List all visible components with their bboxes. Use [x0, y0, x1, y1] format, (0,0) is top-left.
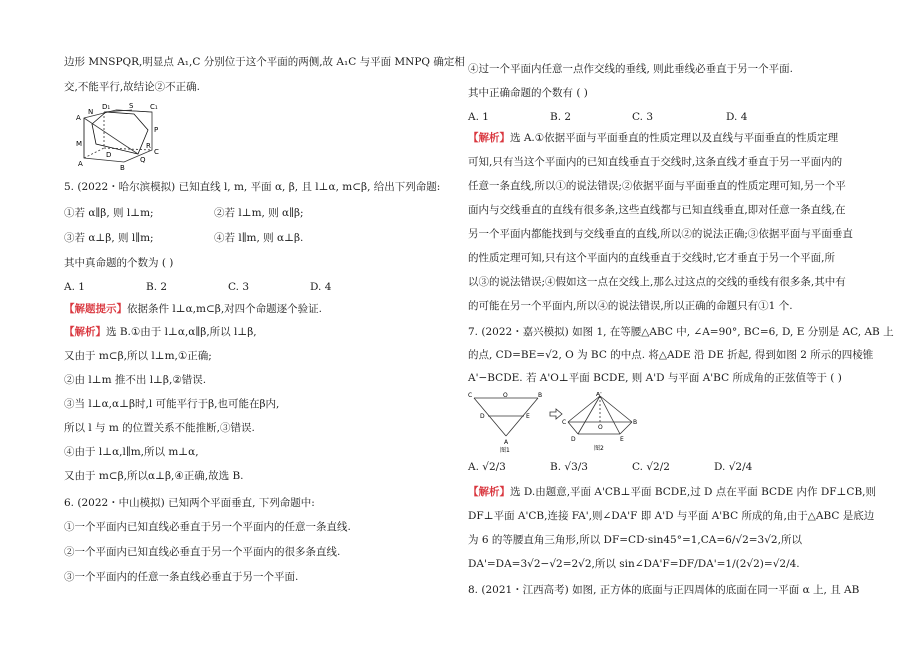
q7-stem: 7. (2022・嘉兴模拟) 如图 1, 在等腰△ABC 中, ∠A=90°, BC=6, D, E 分别是 AC, AB 上 — [468, 326, 894, 338]
q5-option: A. 1 — [64, 281, 85, 293]
q6-prop: ②一个平面内已知直线必垂直于另一个平面内的很多条直线. — [64, 546, 341, 558]
q5-hint — [64, 302, 322, 316]
q8-stem: 8. (2021・江西高考) 如图, 正方体的底面与正四周体的底面在同一平面 α 上, 且 AB — [468, 584, 860, 596]
solution-line: 所以 l 与 m 的位置关系不能推断,③错误. — [64, 422, 255, 434]
fig-caption: 图1 — [500, 447, 510, 454]
fig-label: A — [76, 114, 81, 122]
solution-line: DF⊥平面 A'CB,连接 FA',则∠DA'F 即 A'D 与平面 A'BC 所成的角,由于△ABC 是底边 — [468, 510, 875, 522]
q6-prop: ④过一个平面内任意一点作交线的垂线, 则此垂线必垂直于另一个平面. — [468, 63, 794, 75]
solution-line: 可知,只有当这个平面内的已知直线垂直于交线时,这条直线才垂直于另一平面内的 — [468, 156, 843, 168]
q7-option: D. √2/4 — [714, 461, 753, 473]
solution-line: 另一个平面内都能找到与交线垂直的直线,所以②的说法正确;③依据平面与平面垂直 — [468, 228, 853, 240]
solution-text: 选 D.由题意,平面 A'CB⊥平面 BCDE,过 D 点在平面 BCDE 内作 DF⊥CB,则 — [510, 486, 876, 498]
solution-text: 选 A.①依据平面与平面垂直的性质定理以及直线与平面垂直的性质定理 — [510, 132, 839, 144]
solution-tag: 【解析】 — [468, 132, 510, 144]
solution-line: 以③的说法错误;④假如这一点在交线上,那么过这点的交线的垂线有很多条,其中有 — [468, 276, 846, 288]
q5-option: D. 4 — [310, 281, 332, 293]
fig-label: R — [146, 142, 151, 150]
solution-line: 面内与交线垂直的直线有很多条,这些直线都与已知直线垂直,即对任意一条直线,在 — [468, 204, 846, 216]
q5-prop: ①若 α∥β, 则 l⊥m; — [64, 207, 154, 219]
fig-label: A — [78, 160, 83, 168]
fig-label: O — [598, 424, 603, 431]
text-line: 边形 MNSPQR,明显点 A₁,C 分别位于这个平面的两侧,故 A₁C 与平面 MNPQ 确定相 — [64, 56, 465, 68]
fig-label: D₁ — [102, 103, 111, 111]
q5-ask: 其中真命题的个数为 ( ) — [64, 257, 174, 269]
fig-label: C — [154, 148, 159, 156]
q5-prop: ③若 α⊥β, 则 l∥m; — [64, 232, 154, 244]
fig-label: S — [129, 102, 134, 110]
hint-text: 依据条件 l⊥α,m⊂β,对四个命题逐个验证. — [127, 303, 322, 315]
q6-ask: 其中正确命题的个数有 ( ) — [468, 87, 588, 99]
fig-label: E — [526, 413, 530, 420]
fig-label: Q — [140, 156, 146, 164]
fig-label: P — [154, 126, 159, 134]
q7-option: B. √3/3 — [550, 461, 588, 473]
q6-option: C. 3 — [632, 111, 654, 123]
fig-label: C₁ — [150, 103, 158, 111]
fig-label: N — [88, 108, 94, 116]
q6-stem: 6. (2022・中山模拟) 已知两个平面垂直, 下列命题中: — [64, 497, 315, 509]
fig-label: O — [503, 392, 508, 399]
fig-label: A — [504, 439, 509, 446]
solution-line: ②由 l⊥m 推不出 l⊥β,②错误. — [64, 374, 207, 386]
fig-label: D — [571, 436, 576, 443]
q7-stem: A'−BCDE. 若 A'O⊥平面 BCDE, 则 A'D 与平面 A'BC 所成角的正弦值等于 ( ) — [468, 372, 842, 384]
fig-label: B — [120, 164, 125, 172]
solution-line: 的性质定理可知,只有这个平面内的直线垂直于交线时,它才垂直于另一个平面,所 — [468, 252, 836, 264]
solution-line: DA'=DA=3√2−√2=2√2,所以 sin∠DA'F=DF/DA'=1/(2√2)=√2/4. — [468, 558, 800, 570]
fig-label: M — [76, 140, 83, 148]
solution-line: 为 6 的等腰直角三角形,所以 DF=CD·sin45°=1,CA=6/√2=3√2,所以 — [468, 534, 802, 546]
fig-label: A' — [596, 392, 602, 398]
q6-prop: ③一个平面内的任意一条直线必垂直于另一个平面. — [64, 571, 299, 583]
fig-caption: 图2 — [594, 445, 604, 452]
hint-tag: 【解题提示】 — [64, 303, 127, 315]
solution-line: 任意一条直线,所以①的说法错误;②依据平面与平面垂直的性质定理可知,另一个平 — [468, 180, 846, 192]
fig-label: D — [480, 413, 485, 420]
cube-section-figure — [74, 100, 174, 172]
q6-prop: ①一个平面内已知直线必垂直于另一个平面内的任意一条直线. — [64, 521, 351, 533]
fig-label: C — [468, 392, 473, 399]
fold-figures — [468, 392, 638, 454]
solution-line: ④由于 l⊥α,l∥m,所以 m⊥α, — [64, 446, 199, 458]
q6-solution — [468, 131, 838, 145]
text-line: 交,不能平行,故结论②不正确. — [64, 81, 201, 93]
q7-option: C. √2/2 — [632, 461, 670, 473]
q7-solution — [468, 485, 876, 499]
q6-option: A. 1 — [468, 111, 489, 123]
fig-label: B — [633, 419, 638, 426]
solution-line: 又由于 m⊂β,所以 l⊥m,①正确; — [64, 350, 212, 362]
q6-option: D. 4 — [726, 111, 748, 123]
q5-stem: 5. (2022・哈尔滨模拟) 已知直线 l, m, 平面 α, β, 且 l⊥α, m⊂β, 给出下列命题: — [64, 181, 441, 193]
solution-tag: 【解析】 — [64, 326, 106, 338]
q7-stem: 的点, CD=BE=√2, O 为 BC 的中点. 将△ADE 沿 DE 折起, 得到如图 2 所示的四棱锥 — [468, 349, 874, 361]
fig-label: C — [562, 419, 567, 426]
solution-line: 的可能在另一个平面内,所以④的说法错误,所以正确的命题只有①1 个. — [468, 300, 793, 312]
solution-text: 选 B.①由于 l⊥α,α∥β,所以 l⊥β, — [106, 326, 257, 338]
fig-label: B — [538, 392, 543, 399]
q5-solution — [64, 325, 257, 339]
solution-tag: 【解析】 — [468, 486, 510, 498]
q5-prop: ④若 l∥m, 则 α⊥β. — [214, 232, 304, 244]
q5-option: C. 3 — [228, 281, 250, 293]
solution-line: ③当 l⊥α,α⊥β时,l 可能平行于β,也可能在β内, — [64, 398, 280, 410]
fig-label: D — [106, 151, 112, 159]
q5-option: B. 2 — [146, 281, 168, 293]
solution-line: 又由于 m⊂β,所以α⊥β,④正确,故选 B. — [64, 470, 244, 482]
fig-label: E — [620, 436, 624, 443]
q6-option: B. 2 — [550, 111, 572, 123]
q5-prop: ②若 l⊥m, 则 α∥β; — [214, 207, 304, 219]
q7-option: A. √2/3 — [468, 461, 506, 473]
